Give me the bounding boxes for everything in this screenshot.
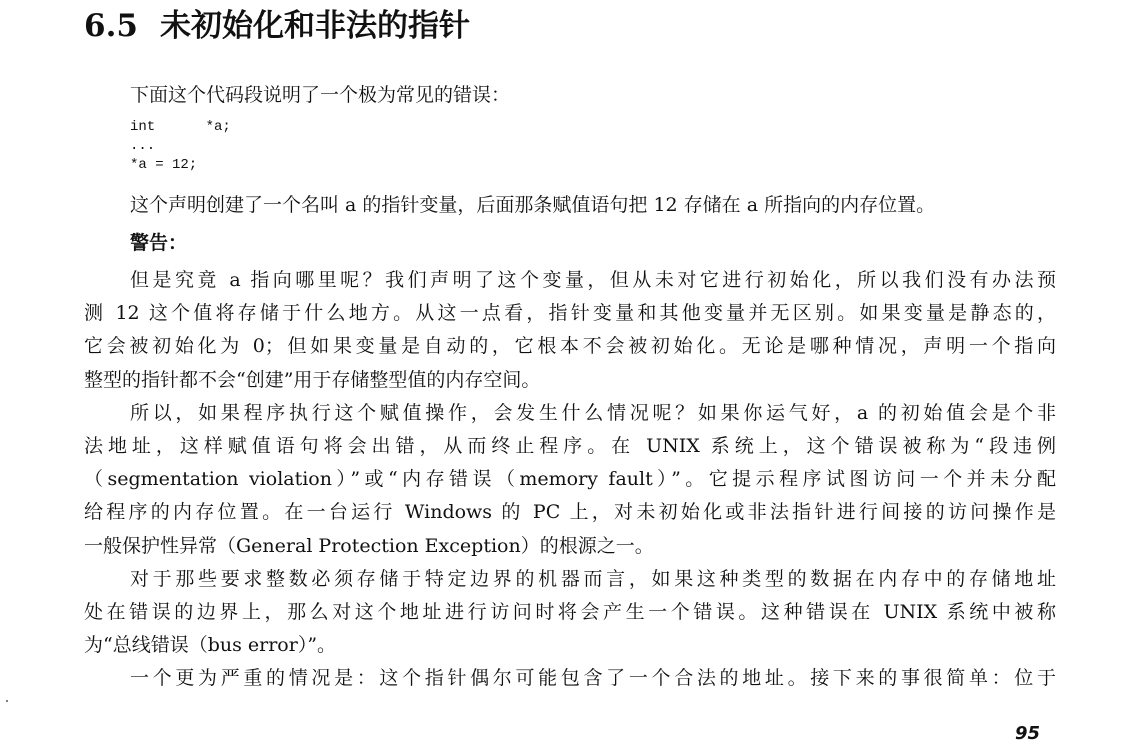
- paragraph-line: 为“总线错误（bus error）”。: [84, 634, 337, 657]
- body-text: [84, 264, 1056, 695]
- paragraph-line: 它会被初始化为 0；但如果变量是自动的，它根本不会被初始化。无论是哪种情况，声明一个指向: [84, 335, 1056, 358]
- page-number: 95: [1014, 723, 1040, 744]
- paragraph-line: 测 12 这个值将存储于什么地方。从这一点看，指针变量和其他变量并无区别。如果变量是静态的，: [84, 302, 1056, 325]
- paragraph-line: 整型的指针都不会“创建”用于存储整型值的内存空间。: [84, 368, 541, 391]
- warning-label: 警告：: [130, 232, 188, 254]
- intro-sentence: 下面这个代码段说明了一个极为常见的错误：: [130, 84, 511, 106]
- section-heading: [84, 6, 470, 46]
- explanation-sentence: 这个声明创建了一个名叫 a 的指针变量，后面那条赋值语句把 12 存储在 a 所指向的内存位置。: [130, 194, 936, 216]
- paragraph-line: 对于那些要求整数必须存储于特定边界的机器而言，如果这种类型的数据在内存中的存储地址: [130, 567, 1056, 590]
- paragraph-line: 但是究竟 a 指向哪里呢？我们声明了这个变量，但从未对它进行初始化，所以我们没有办法预: [130, 269, 1056, 291]
- paragraph-line: （segmentation violation）”或“内存错误（memory fault）”。它提示程序试图访问一个并未分配: [84, 468, 1056, 491]
- code-snippet: [130, 118, 231, 175]
- code-line: *a = 12;: [130, 157, 198, 173]
- section-title-text: 未初始化和非法的指针: [160, 8, 470, 44]
- paragraph-line: 处在错误的边界上，那么对这个地址进行访问时将会产生一个错误。这种错误在 UNIX 系统中被称: [84, 600, 1056, 623]
- paragraph-line: 给程序的内存位置。在一台运行 Windows 的 PC 上，对未初始化或非法指针进行间接的访问操作是: [84, 501, 1056, 524]
- paragraph-line: 所以，如果程序执行这个赋值操作，会发生什么情况呢？如果你运气好，a 的初始值会是个非: [130, 401, 1056, 424]
- code-line: ...: [130, 138, 156, 154]
- paragraph-line: 法地址，这样赋值语句将会出错，从而终止程序。在 UNIX 系统上，这个错误被称为“段违例: [84, 434, 1056, 457]
- paragraph-line: 一般保护性异常（General Protection Exception）的根源之一。: [84, 534, 654, 557]
- scan-artifact-dot: [6, 700, 8, 702]
- section-number: 6.5: [84, 8, 138, 44]
- code-line: int *a;: [130, 119, 231, 135]
- paragraph-line: 一个更为严重的情况是：这个指针偶尔可能包含了一个合法的地址。接下来的事很简单：位于: [130, 667, 1056, 690]
